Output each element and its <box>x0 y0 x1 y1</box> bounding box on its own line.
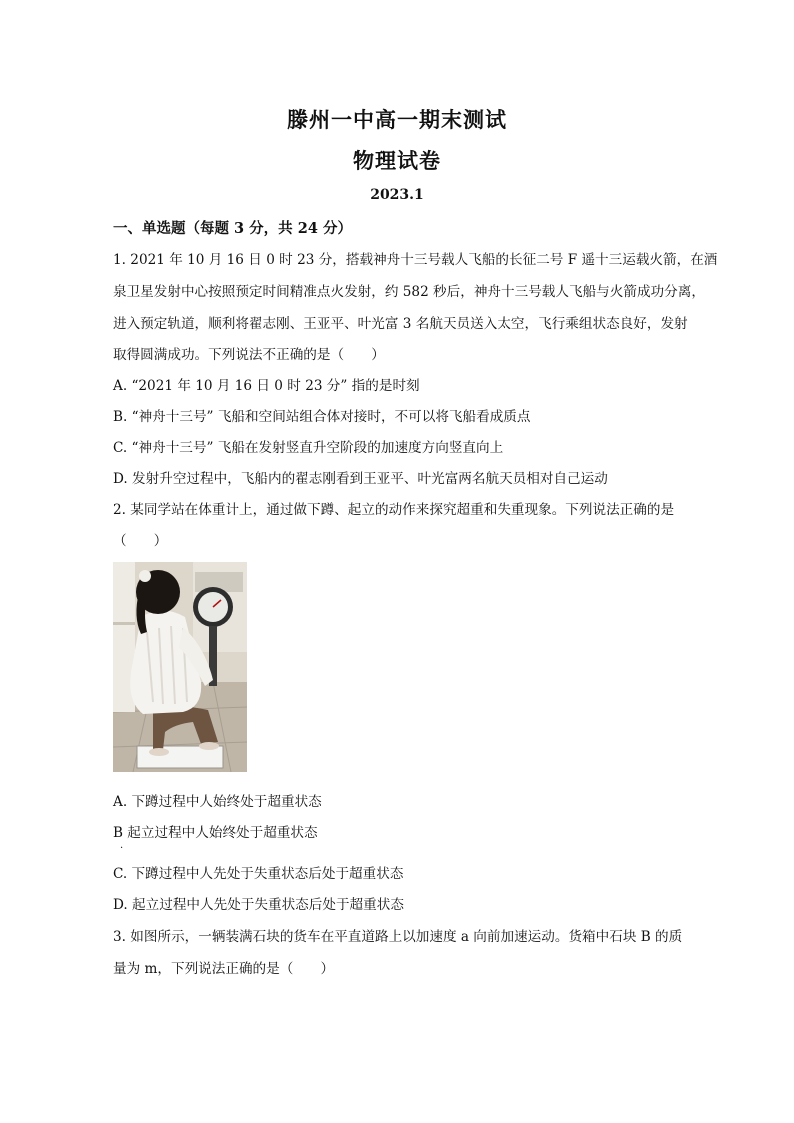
exam-date: 2023.1 <box>370 187 424 203</box>
q1-option-d: D. 发射升空过程中，飞船内的翟志刚看到王亚平、叶光富两名航天员相对自己运动 <box>113 471 608 487</box>
q2-option-b: B 起立过程中人始终处于超重状态 <box>113 825 318 841</box>
q2-line-2: （ ） <box>113 533 168 549</box>
q2-option-a: A. 下蹲过程中人始终处于超重状态 <box>113 794 322 810</box>
q3-line-2: 量为 m，下列说法正确的是（ ） <box>113 961 335 977</box>
q1-option-a: A. “2021 年 10 月 16 日 0 时 23 分” 指的是时刻 <box>113 378 420 394</box>
q1-option-c: C. “神舟十三号” 飞船在发射竖直升空阶段的加速度方向竖直向上 <box>113 440 504 456</box>
person-on-scale-photo <box>113 562 247 772</box>
exam-subtitle: 物理试卷 <box>353 148 441 173</box>
stray-mark: . <box>120 840 124 851</box>
q1-line-1: 1. 2021 年 10 月 16 日 0 时 23 分，搭载神舟十三号载人飞船的长征二号 F 遥十三运载火箭，在酒 <box>113 252 718 268</box>
q1-option-b: B. “神舟十三号” 飞船和空间站组合体对接时，不可以将飞船看成质点 <box>113 409 531 425</box>
exam-title: 滕州一中高一期末测试 <box>287 107 507 132</box>
q2-option-d: D. 起立过程中人先处于失重状态后处于超重状态 <box>113 897 404 913</box>
q2-line-1: 2. 某同学站在体重计上，通过做下蹲、起立的动作来探究超重和失重现象。下列说法正确的是 <box>113 502 675 518</box>
section-heading: 一、单选题（每题 3 分，共 24 分） <box>113 220 352 237</box>
q1-line-3: 进入预定轨道，顺利将翟志刚、王亚平、叶光富 3 名航天员送入太空，飞行乘组状态良好，发射 <box>113 316 688 332</box>
q1-line-2: 泉卫星发射中心按照预定时间精准点火发射，约 582 秒后，神舟十三号载人飞船与火箭成功分离， <box>113 284 705 300</box>
q3-line-1: 3. 如图所示，一辆装满石块的货车在平直道路上以加速度 a 向前加速运动。货箱中石块 B 的质 <box>113 929 683 945</box>
q2-option-c: C. 下蹲过程中人先处于失重状态后处于超重状态 <box>113 866 404 882</box>
q1-line-4: 取得圆满成功。下列说法不正确的是（ ） <box>113 347 385 363</box>
